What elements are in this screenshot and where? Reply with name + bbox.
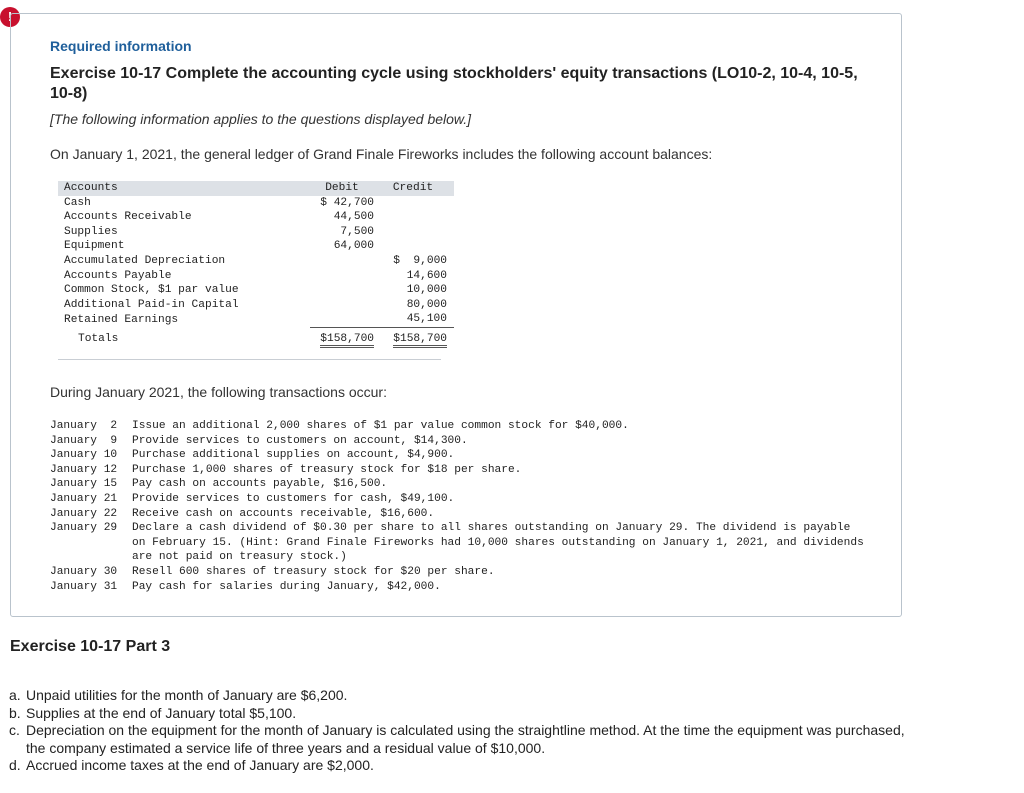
transaction-date: January 2 (50, 420, 118, 432)
table-row (58, 225, 454, 240)
transaction-date: January 10 (50, 449, 118, 462)
table-row (58, 283, 454, 298)
table-header-row (58, 181, 454, 196)
transaction-text: Issue an additional 2,000 shares of $1 par value common stock for $40,000. (132, 420, 629, 432)
credit-value: $ 9,000 (393, 254, 447, 267)
transaction-text: Purchase additional supplies on account, $4,900. (132, 449, 455, 462)
credit-value: 80,000 (406, 298, 447, 311)
table-row (58, 210, 454, 225)
transaction-date: January 15 (50, 478, 118, 491)
transaction-text: Declare a cash dividend of $0.30 per share to all shares outstanding on January 29. The dividend is payable on February 15. (Hint: Grand Finale Fireworks had 10,000 shares outstanding on January 1, 2021, and dividends are not paid on treasury stock.) (132, 522, 871, 564)
required-information-heading: Required information (50, 38, 192, 54)
item-text: Accrued income taxes at the end of January are $2,000. (26, 757, 374, 773)
table-row (58, 269, 454, 284)
transaction-date: January 22 (50, 507, 118, 520)
account-name: Equipment (64, 240, 125, 253)
debit-value: 64,000 (333, 240, 374, 253)
transaction-row (50, 521, 870, 565)
alert-icon: ! (0, 7, 20, 27)
account-name: Cash (64, 196, 91, 209)
account-name: Accounts Receivable (64, 211, 192, 224)
account-name: Accumulated Depreciation (64, 254, 226, 267)
debit-header: Debit (310, 181, 379, 196)
account-name: Additional Paid-in Capital (64, 298, 239, 311)
debit-value: 7,500 (340, 225, 374, 238)
item-letter: b. (9, 704, 21, 721)
credit-value (379, 196, 454, 211)
exercise-title: Exercise 10-17 Complete the accounting cycle using stockholders' equity transactions (LO10-2, 10-4, 10-5, 10-8) (50, 65, 858, 102)
ledger-intro: On January 1, 2021, the general ledger of Grand Finale Fireworks includes the following account balances: (50, 146, 713, 162)
transaction-text: Pay cash on accounts payable, $16,500. (132, 478, 388, 491)
credit-header: Credit (379, 181, 454, 196)
table-row (58, 298, 454, 313)
accounts-header: Accounts (58, 181, 310, 196)
transaction-text: Resell 600 shares of treasury stock for $20 per share. (132, 565, 495, 578)
debit-value (310, 298, 379, 313)
transaction-row (50, 419, 870, 434)
transaction-text: Provide services to customers for cash, $49,100. (132, 492, 455, 505)
account-name: Retained Earnings (64, 313, 179, 326)
debit-value (310, 254, 379, 269)
table-bottom-divider (58, 359, 441, 360)
transaction-row (50, 477, 870, 492)
item-text: Supplies at the end of January total $5,100. (26, 704, 297, 721)
credit-total: $158,700 (393, 333, 447, 348)
part-title: Exercise 10-17 Part 3 (10, 638, 171, 655)
account-name: Supplies (64, 225, 118, 238)
debit-total: $158,700 (320, 333, 374, 348)
item-letter: c. (9, 722, 20, 738)
transaction-text: Provide services to customers on account, $14,300. (132, 434, 468, 447)
adjustment-items (9, 687, 909, 775)
list-item (9, 722, 909, 757)
account-name: Common Stock, $1 par value (64, 284, 239, 297)
transaction-date: January 21 (50, 492, 118, 505)
transaction-date: January 12 (50, 463, 118, 476)
transaction-text: Receive cash on accounts receivable, $16,600. (132, 507, 435, 520)
item-text: Depreciation on the equipment for the month of January is calculated using the straightline method. At the time the equipment was purchased, the company estimated a service life of three years and a residual value of $10,000. (26, 722, 905, 756)
list-item (9, 687, 909, 705)
transaction-text: Pay cash for salaries during January, $42,000. (132, 580, 441, 593)
transaction-date: January 31 (50, 580, 118, 593)
debit-value (310, 269, 379, 284)
transactions-intro: During January 2021, the following transactions occur: (50, 384, 387, 400)
transaction-row (50, 565, 870, 580)
debit-value: $ 42,700 (320, 196, 374, 209)
transaction-row (50, 507, 870, 522)
totals-row (58, 327, 454, 350)
transaction-text: Purchase 1,000 shares of treasury stock for $18 per share. (132, 463, 522, 476)
debit-value (310, 283, 379, 298)
transaction-row (50, 463, 870, 478)
credit-value: 45,100 (379, 312, 454, 327)
transaction-row (50, 580, 870, 595)
transaction-row (50, 434, 870, 449)
item-letter: d. (9, 757, 21, 773)
table-row (58, 239, 454, 254)
list-item (9, 705, 909, 723)
transaction-date: January 29 (50, 522, 118, 535)
transaction-date: January 30 (50, 565, 118, 578)
credit-value (379, 210, 454, 225)
transactions-list (50, 419, 870, 594)
totals-label: Totals (78, 332, 119, 345)
credit-value (379, 239, 454, 254)
account-name: Accounts Payable (64, 269, 172, 282)
credit-value: 14,600 (406, 269, 447, 282)
transaction-row (50, 492, 870, 507)
item-text: Unpaid utilities for the month of January are $6,200. (26, 687, 348, 703)
trial-balance-table (58, 181, 454, 350)
transaction-date: January 9 (50, 434, 118, 447)
list-item (9, 757, 909, 775)
debit-value: 44,500 (333, 211, 374, 224)
table-row (58, 196, 454, 211)
transaction-row (50, 448, 870, 463)
table-row (58, 312, 454, 327)
item-letter: a. (9, 687, 21, 703)
credit-value: 10,000 (406, 284, 447, 297)
info-note: [The following information applies to the questions displayed below.] (50, 111, 472, 127)
credit-value (379, 225, 454, 240)
debit-value (310, 312, 379, 327)
table-row (58, 254, 454, 269)
